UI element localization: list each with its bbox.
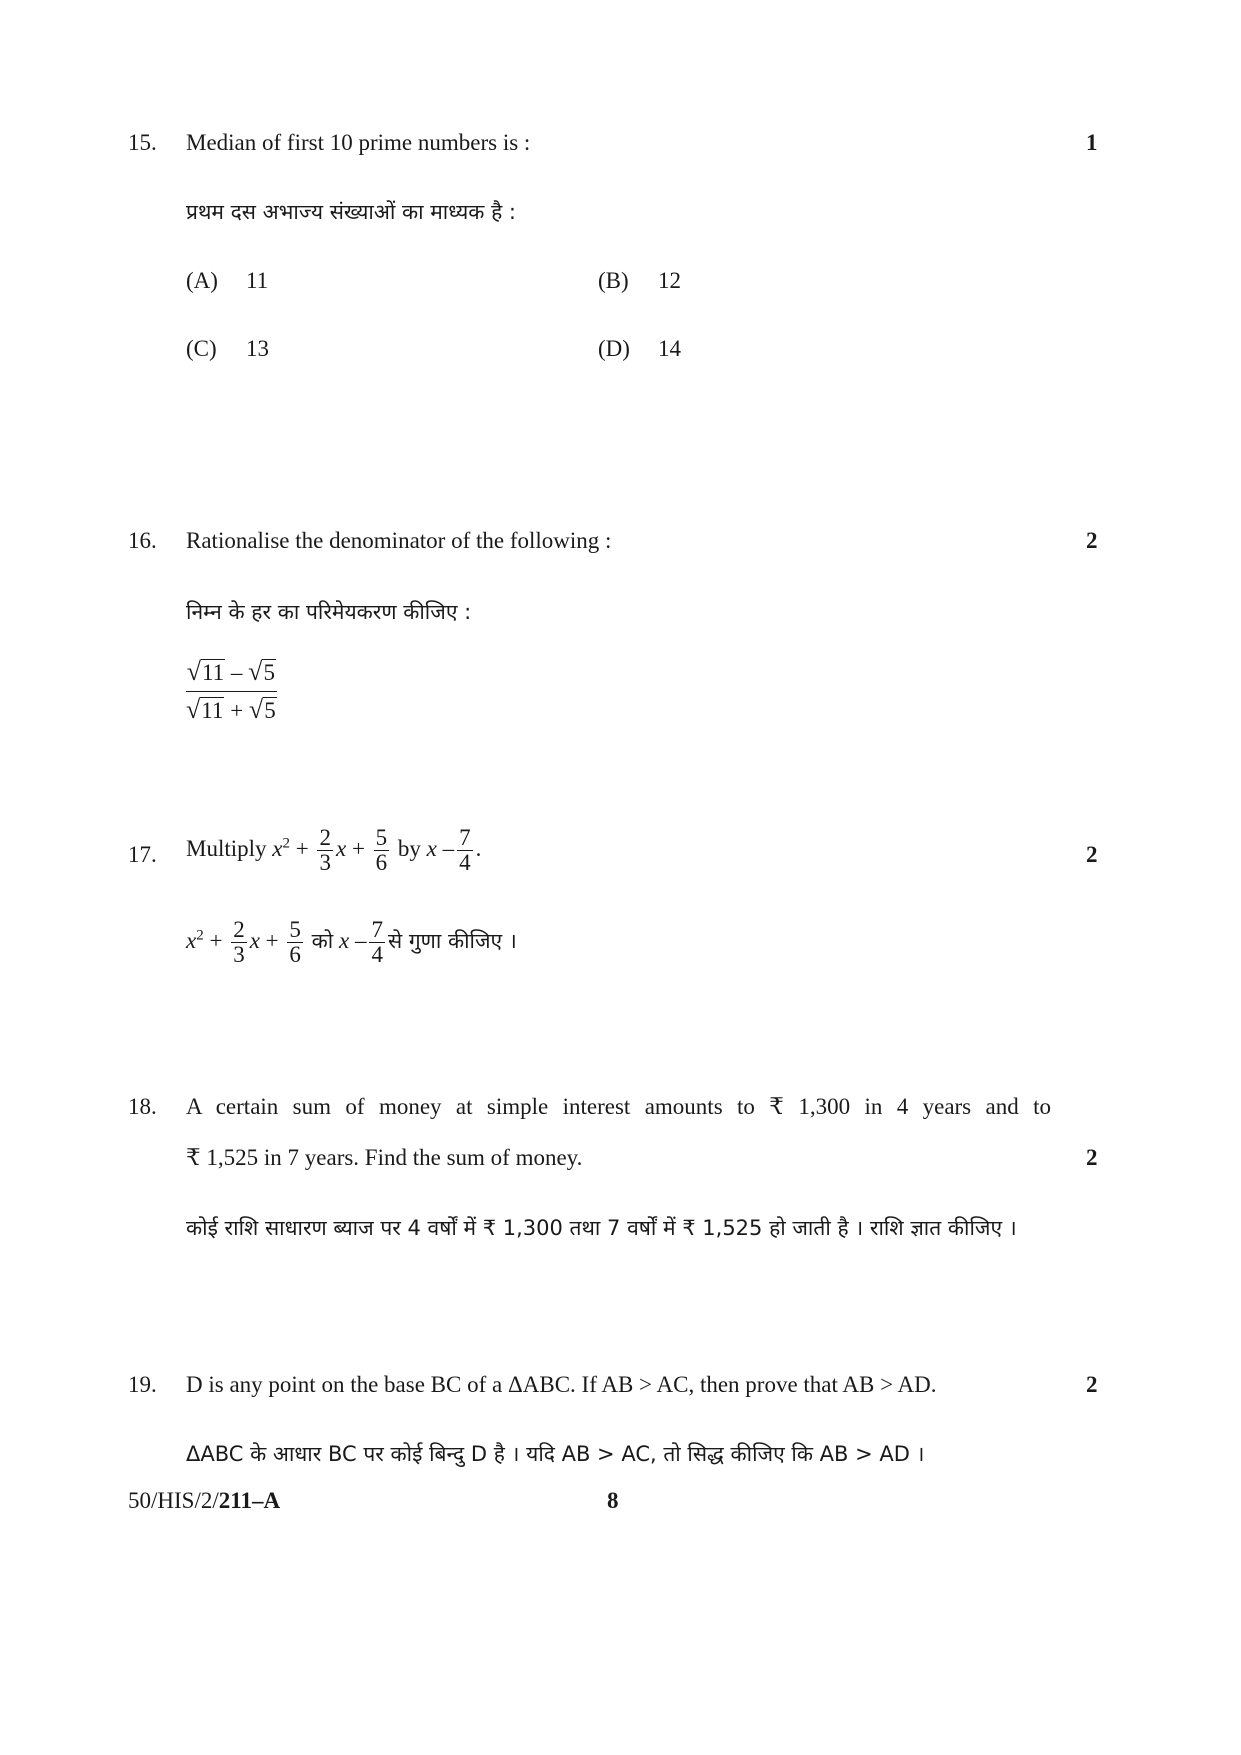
- plus-sign: +: [265, 927, 279, 953]
- option-value: 12: [658, 268, 681, 293]
- option-label: (A): [186, 268, 218, 293]
- var-x: x: [186, 927, 197, 953]
- option-value: 13: [246, 336, 269, 361]
- fraction-denominator: 6: [289, 942, 301, 968]
- plus-sign: +: [295, 835, 309, 861]
- radicand: 5: [263, 660, 275, 685]
- q15-text-hi: प्रथम दस अभाज्य संख्याओं का माध्यक है :: [186, 200, 516, 224]
- radicand: 11: [202, 660, 225, 685]
- radicand: 11: [201, 697, 224, 723]
- paper-code-bold: 211–A: [218, 1488, 281, 1513]
- minus-sign: –: [442, 835, 455, 861]
- q17-number: 17.: [128, 842, 157, 867]
- q18-line2: ₹ 1,525 in 7 years. Find the sum of money.: [186, 1145, 583, 1170]
- period: .: [475, 835, 482, 861]
- q19-text-hi: ΔABC के आधार BC पर कोई बिन्दु D है । यदि AB > AC, तो सिद्ध कीजिए कि AB > AD ।: [186, 1442, 925, 1466]
- q15-option-b: [598, 268, 681, 294]
- q18-text-hi: कोई राशि साधारण ब्याज पर 4 वर्षों में ₹ 1,300 तथा 7 वर्षों में ₹ 1,525 हो जाती है । राशि ज्ञात कीजिए ।: [186, 1216, 1017, 1240]
- option-value: 11: [246, 268, 269, 293]
- q15-text-en: Median of first 10 prime numbers is :: [186, 130, 531, 155]
- page-number: 8: [607, 1488, 619, 1513]
- var-x: x: [338, 927, 350, 953]
- fraction-numerator: 7: [371, 917, 383, 942]
- by-word: by: [397, 835, 421, 861]
- q16-number: 16.: [128, 528, 157, 553]
- q18-number: 18.: [128, 1094, 157, 1119]
- q15-marks: 1: [1086, 130, 1098, 155]
- exponent: 2: [196, 927, 204, 944]
- fraction-numerator: 5: [289, 917, 301, 942]
- fraction-numerator: 7: [459, 825, 471, 850]
- paper-code: [128, 1488, 280, 1514]
- q19-number: 19.: [128, 1372, 157, 1397]
- q19-text-en: D is any point on the base BC of a ΔABC. If AB > AC, then prove that AB > AD.: [186, 1372, 937, 1397]
- q15-number: 15.: [128, 130, 157, 155]
- fraction-denominator: 3: [233, 942, 245, 968]
- var-x: x: [335, 835, 347, 861]
- option-label: (B): [598, 268, 629, 293]
- q18-marks: 2: [1086, 1145, 1098, 1170]
- q16-expression: [186, 656, 277, 726]
- hindi-tail: से गुणा कीजिए ।: [387, 928, 517, 953]
- q16-marks: 2: [1086, 528, 1098, 553]
- fraction-numerator: 5: [375, 825, 388, 850]
- option-label: (C): [186, 336, 217, 361]
- q15-option-a: [186, 268, 268, 294]
- q16-text-hi: निम्न के हर का परिमेयकरण कीजिए :: [186, 600, 472, 624]
- exponent: 2: [282, 835, 290, 852]
- fraction-denominator: 3: [319, 850, 331, 876]
- multiply-word: Multiply: [186, 835, 267, 861]
- var-x: x: [272, 835, 283, 861]
- operator: +: [230, 697, 244, 723]
- var-x: x: [426, 835, 437, 861]
- radicand: 5: [264, 697, 276, 723]
- q16-text-en: Rationalise the denominator of the following :: [186, 528, 612, 553]
- radical-sign: √: [248, 657, 263, 686]
- var-x: x: [249, 927, 260, 953]
- fraction-denominator: 4: [371, 942, 383, 968]
- q18-line1: A certain sum of money at simple interest amounts to ₹ 1,300 in 4 years and to: [186, 1094, 1051, 1119]
- operator: –: [230, 660, 243, 685]
- q19-marks: 2: [1086, 1372, 1098, 1397]
- plus-sign: +: [209, 927, 223, 953]
- q17-text-hi: [186, 918, 517, 967]
- radical-sign: √: [248, 694, 264, 724]
- hindi-ko: को: [311, 928, 334, 953]
- option-value: 14: [658, 336, 681, 361]
- minus-sign: –: [354, 927, 367, 953]
- option-label: (D): [598, 336, 630, 361]
- radical-sign: √: [186, 694, 201, 724]
- fraction-denominator: 4: [459, 850, 471, 876]
- paper-code-prefix: 50/HIS/2/: [128, 1488, 219, 1513]
- plus-sign: +: [351, 835, 365, 861]
- fraction-numerator: 2: [319, 825, 331, 850]
- fraction-denominator: 6: [375, 850, 388, 876]
- q15-option-c: [186, 336, 269, 362]
- q15-option-d: [598, 336, 681, 362]
- q17-text-en: [186, 826, 481, 875]
- fraction-numerator: 2: [233, 917, 245, 942]
- radical-sign: √: [186, 657, 202, 686]
- q17-marks: 2: [1086, 842, 1098, 867]
